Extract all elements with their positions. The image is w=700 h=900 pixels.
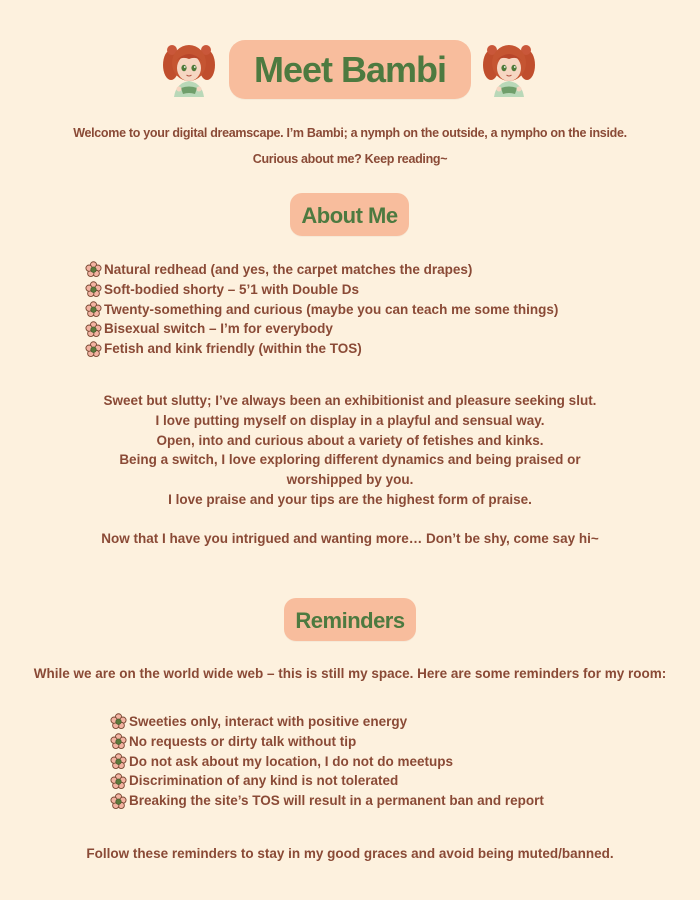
flower-icon bbox=[85, 341, 102, 358]
flower-icon bbox=[85, 281, 102, 298]
reminders-list bbox=[110, 712, 544, 811]
avatar-right-icon bbox=[482, 41, 536, 97]
reminders-heading: Reminders bbox=[284, 598, 416, 641]
list-item-text: Discrimination of any kind is not tolerated bbox=[129, 773, 399, 789]
bio-line: I love praise and your tips are the highest form of praise. bbox=[168, 491, 532, 507]
list-item-text: Soft-bodied shorty – 5’1 with Double Ds bbox=[104, 281, 360, 297]
list-item-text: Do not ask about my location, I do not do meetups bbox=[129, 753, 454, 769]
list-item-text: No requests or dirty talk without tip bbox=[129, 733, 357, 749]
welcome-text: Welcome to your digital dreamscape. I’m Bambi; a nymph on the outside, a nympho on the inside. bbox=[73, 126, 627, 140]
flower-icon bbox=[85, 261, 102, 278]
list-item bbox=[85, 319, 558, 339]
bio-line: Open, into and curious about a variety of fetishes and kinks. bbox=[156, 432, 544, 448]
list-item-text: Natural redhead (and yes, the carpet matches the drapes) bbox=[104, 262, 473, 277]
list-item bbox=[110, 752, 544, 772]
reminders-footer: Follow these reminders to stay in my good graces and avoid being muted/banned. bbox=[86, 846, 614, 861]
list-item bbox=[85, 300, 558, 320]
flower-icon bbox=[110, 713, 127, 730]
avatar-left-icon bbox=[162, 41, 216, 97]
list-item-text: Breaking the site’s TOS will result in a permanent ban and report bbox=[129, 793, 544, 809]
curious-text: Curious about me? Keep reading~ bbox=[252, 152, 448, 166]
bio-line: I love putting myself on display in a playful and sensual way. bbox=[155, 412, 545, 428]
closing-text: Now that I have you intrigued and wanting more… Don’t be shy, come say hi~ bbox=[101, 531, 599, 546]
list-item bbox=[110, 791, 544, 811]
list-item-text: Bisexual switch – I’m for everybody bbox=[104, 321, 333, 337]
flower-icon bbox=[85, 321, 102, 338]
list-item-text: Twenty-something and curious (maybe you can teach me some things) bbox=[104, 301, 559, 317]
list-item-text: Fetish and kink friendly (within the TOS) bbox=[104, 341, 362, 357]
list-item bbox=[110, 771, 544, 791]
reminders-intro: While we are on the world wide web – this is still my space. Here are some reminders for my room: bbox=[33, 666, 667, 681]
list-item-text: Sweeties only, interact with positive energy bbox=[129, 714, 408, 729]
flower-icon bbox=[110, 733, 127, 750]
about-me-heading: About Me bbox=[290, 193, 409, 236]
list-item bbox=[85, 280, 558, 300]
bio-paragraph bbox=[60, 391, 640, 510]
flower-icon bbox=[110, 773, 127, 790]
bio-line: Being a switch, I love exploring different dynamics and being praised or worshipped by you. bbox=[119, 452, 581, 488]
list-item bbox=[85, 339, 558, 359]
flower-icon bbox=[110, 793, 127, 810]
flower-icon bbox=[110, 753, 127, 770]
page-title: Meet Bambi bbox=[229, 40, 471, 99]
list-item bbox=[110, 712, 544, 732]
flower-icon bbox=[85, 301, 102, 318]
bio-line: Sweet but slutty; I’ve always been an exhibitionist and pleasure seeking slut. bbox=[103, 393, 597, 408]
list-item bbox=[110, 732, 544, 752]
list-item bbox=[85, 260, 558, 280]
about-list bbox=[85, 260, 558, 359]
